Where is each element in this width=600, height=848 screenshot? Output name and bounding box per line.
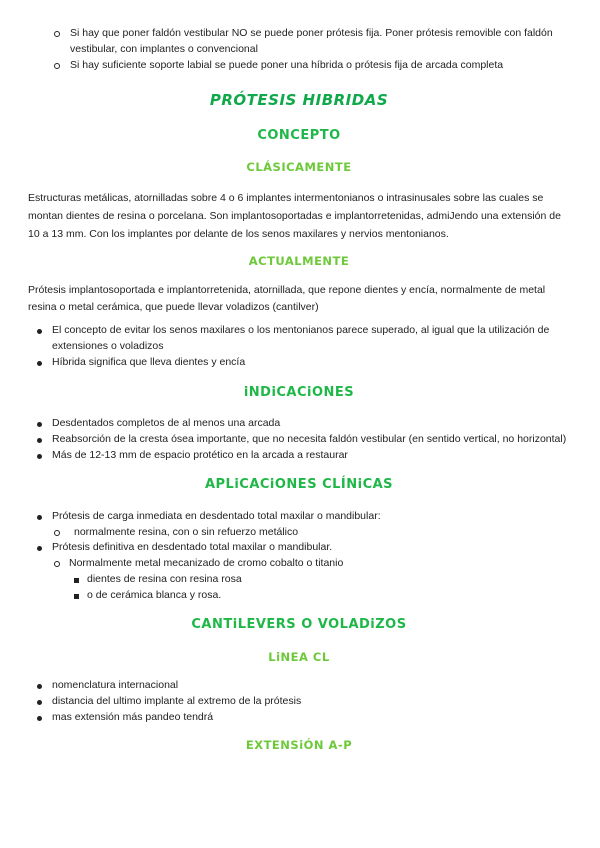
intro-list: [28, 26, 570, 73]
heading-indicaciones: iNDiCACiONES: [243, 384, 355, 400]
list-item: Reabsorción de la cresta ósea importante, que no necesita faldón vestibular (en sentido vertical, no horizontal): [28, 432, 570, 448]
list-item: Más de 12-13 mm de espacio protético en la arcada a restaurar: [28, 448, 570, 464]
linea-list: [28, 678, 570, 725]
hollow-bullet-icon: [54, 561, 60, 567]
list-item: dientes de resina con resina rosa: [28, 572, 570, 588]
subheading-actualmente: ACTUALMENTE: [248, 253, 350, 268]
subheading-extension-ap: EXTENSiÓN A-P: [245, 738, 353, 753]
bullet-icon: [37, 515, 42, 520]
paragraph-clasicamente: Estructuras metálicas, atornilladas sobre 4 o 6 implantes intermentonianos o intrasinusales sobre las cuales se montan dientes de resina o porcelana. Son implantosoportadas e implantorretenidas, admiJendo una extensión de 10 a 13 mm. Con los implantes por delante de los senos maxilares y nervios mentonianos.: [28, 191, 561, 240]
bullet-icon: [37, 361, 42, 366]
list-item: Prótesis definitiva en desdentado total maxilar o mandibular.: [28, 540, 570, 556]
list-item: distancia del ultimo implante al extremo de la prótesis: [28, 694, 570, 710]
list-item: nomenclatura internacional: [28, 678, 570, 694]
list-item: Híbrida significa que lleva dientes y encía: [28, 355, 570, 371]
bullet-icon: [37, 716, 42, 721]
list-item: normalmente resina, con o sin refuerzo metálico: [28, 525, 570, 541]
bullet-icon: [37, 329, 42, 334]
bullet-icon: [37, 700, 42, 705]
bullet-icon: [37, 546, 42, 551]
list-item: Prótesis de carga inmediata en desdentado total maxilar o mandibular:: [28, 509, 570, 525]
page-title: PRÓTESIS HIBRIDAS: [209, 91, 389, 110]
list-item: Si hay que poner faldón vestibular NO se puede poner prótesis fija. Poner prótesis removible con faldón vestibular, con implantes o convencional: [28, 26, 570, 58]
hollow-bullet-icon: [54, 530, 60, 536]
bullet-icon: [37, 438, 42, 443]
actualmente-list: [28, 323, 570, 370]
subheading-clasicamente: CLÁSICAMENTE: [246, 160, 352, 175]
list-item: Normalmente metal mecanizado de cromo cobalto o titanio: [28, 556, 570, 572]
list-item: o de cerámica blanca y rosa.: [28, 588, 570, 604]
heading-cantilevers: CANTiLEVERS O VOLADiZOS: [191, 617, 407, 633]
heading-aplicaciones: APLiCACiONES CLÍNiCAS: [204, 477, 394, 493]
list-item: mas extensión más pandeo tendrá: [28, 710, 570, 726]
bullet-icon: [37, 684, 42, 689]
aplicaciones-list: [28, 509, 570, 604]
list-item: Si hay suficiente soporte labial se puede poner una híbrida o prótesis fija de arcada completa: [28, 58, 570, 74]
list-item: El concepto de evitar los senos maxilares o los mentonianos parece superado, al igual que la utilización de extensiones o voladizos: [28, 323, 570, 355]
bullet-icon: [37, 422, 42, 427]
hollow-bullet-icon: [54, 63, 60, 69]
list-item: Desdentados completos de al menos una arcada: [28, 416, 570, 432]
paragraph-actualmente: Prótesis implantosoportada e implantorretenida, atornillada, que repone dientes y encía, normalmente de metal resina o metal cerámica, que puede llevar voladizos (cantilver): [28, 283, 546, 313]
indicaciones-list: [28, 416, 570, 463]
hollow-bullet-icon: [54, 31, 60, 37]
heading-concepto: CONCEPTO: [257, 127, 341, 143]
bullet-icon: [37, 454, 42, 459]
square-bullet-icon: [74, 594, 79, 599]
subheading-linea-cl: LiNEA CL: [268, 649, 330, 664]
square-bullet-icon: [74, 578, 79, 583]
